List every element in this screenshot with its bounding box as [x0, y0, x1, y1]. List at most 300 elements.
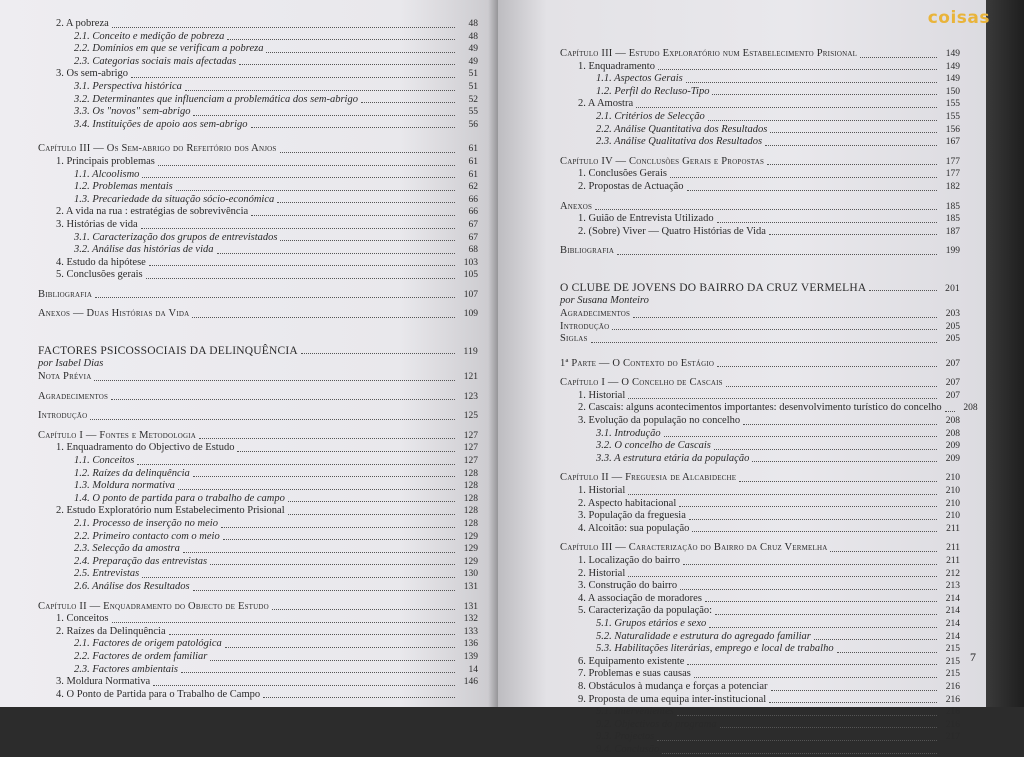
dot-leader [717, 222, 937, 223]
dot-leader [814, 639, 937, 640]
dot-leader [169, 634, 455, 635]
toc-entry-text: Capítulo III — Os Sem-abrigo do Refeitório dos Anjos [38, 143, 277, 155]
toc-page-number: 131 [463, 581, 478, 592]
dot-leader [658, 69, 937, 70]
toc-entry-text: O CLUBE DE JOVENS DO BAIRRO DA CRUZ VERMELHA [560, 281, 867, 294]
toc-section [560, 593, 960, 606]
dot-leader [945, 411, 955, 412]
toc-page-number: 201 [945, 283, 960, 294]
toc-entry-text: Bibliografia [38, 288, 93, 300]
toc-entry-text: Capítulo I — Fontes e Metodologia [38, 429, 197, 441]
toc-chapter [38, 308, 478, 321]
toc-entry-text: 2.2. Primeiro contacto com o meio [74, 530, 220, 542]
toc-entry-text: 2.1. Processo de inserção no meio [74, 518, 218, 529]
toc-entry-text: 2.2. Análise Quantitativa dos Resultados [596, 123, 768, 135]
toc-page-number: 55 [468, 107, 478, 118]
toc-page-number: 68 [468, 245, 478, 256]
toc-page-number: 207 [945, 358, 960, 369]
toc-entry-text: Capítulo III — Estudo Exploratório num Estabelecimento Prisional [560, 48, 858, 59]
background-edge [986, 0, 1024, 707]
toc-chapter [560, 377, 960, 390]
toc-section [560, 681, 960, 694]
toc-page-number: 217 [945, 732, 960, 743]
toc-section [38, 676, 478, 689]
dot-leader [692, 531, 937, 532]
toc-page-number: 156 [945, 124, 960, 135]
toc-chapter [38, 410, 478, 423]
dot-leader [237, 451, 455, 452]
toc-section [560, 580, 960, 593]
toc-page-number: 67 [468, 219, 478, 230]
toc-subsection [560, 124, 960, 137]
toc-page-number: 129 [463, 544, 478, 555]
toc-chapter [38, 430, 478, 443]
spacer [560, 258, 960, 280]
toc-chapter [560, 48, 960, 61]
toc-entry-text: 1.3. Moldura normativa [74, 480, 175, 492]
toc-subsection [38, 664, 478, 677]
toc-page-number: 52 [468, 94, 478, 105]
toc-page-number: 215 [945, 644, 960, 655]
dot-leader [239, 64, 455, 65]
toc-section [38, 269, 478, 282]
author-line: por Susana Monteiro [560, 294, 649, 306]
toc-page-number: 132 [463, 614, 478, 625]
dot-leader [288, 501, 455, 502]
dot-leader [176, 190, 455, 191]
dot-leader [752, 461, 937, 462]
toc-page-number: 211 [946, 543, 960, 554]
toc-page-number: 49 [468, 56, 478, 67]
toc-section [560, 523, 960, 536]
toc-entry-text: 1.1. Alcoolismo [74, 168, 140, 180]
toc-section [560, 694, 960, 707]
toc-subsection [38, 468, 478, 481]
toc-entry-text: 3.4. Instituições de apoio aos sem-abrigo [74, 118, 248, 130]
toc-chapter [560, 308, 960, 321]
toc-section [38, 156, 478, 169]
toc-chapter [560, 542, 960, 555]
toc-page-number: 216 [945, 681, 960, 692]
dot-leader [694, 677, 937, 678]
dot-leader [765, 145, 937, 146]
toc-page-number: 150 [945, 86, 960, 97]
dot-leader [664, 436, 937, 437]
toc-page-number: 128 [463, 468, 478, 479]
toc-subsection [38, 581, 478, 594]
spacer [38, 321, 478, 343]
toc-entry-text: Introdução [560, 320, 610, 332]
toc-entry-text: 5. Conclusões gerais [56, 269, 143, 281]
dot-leader [636, 107, 937, 108]
toc-subsection [38, 480, 478, 493]
toc-subsection [560, 618, 960, 631]
toc-page-number: 127 [463, 430, 478, 441]
dot-leader [178, 489, 455, 490]
toc-entry-text: 3.2. O concelho de Cascais [596, 440, 711, 452]
toc-subsection [38, 43, 478, 56]
toc-entry-text: Anexos [560, 200, 593, 212]
toc-entry-text: 2.2. Domínios em que se verificam a pobreza [74, 43, 264, 55]
dot-leader [193, 476, 455, 477]
dot-leader [679, 506, 937, 507]
toc-subsection [38, 81, 478, 94]
toc-page-number: 209 [945, 441, 960, 452]
dot-leader [715, 614, 937, 615]
dot-leader [131, 77, 455, 78]
toc-page-number: 213 [945, 581, 960, 592]
dot-leader [223, 539, 455, 540]
spacer [560, 149, 960, 156]
toc-entry-text: 4. A associação de moradores [578, 592, 702, 604]
toc-page-number: 155 [945, 111, 960, 122]
toc-subsection [38, 119, 478, 132]
toc-subsection [38, 106, 478, 119]
toc-entry-text: 2. Historial [578, 567, 626, 579]
toc-page-number: 199 [945, 246, 960, 257]
toc-section [38, 68, 478, 81]
toc-entry-text: Capítulo III — Caracterização do Bairro da Cruz Vermelha [560, 542, 828, 554]
toc-page-number: 66 [468, 194, 478, 205]
toc-page-number: 125 [463, 411, 478, 422]
toc-page-number: 61 [468, 144, 478, 155]
toc-entry-text: Capítulo II — Freguesia de Alcabideche [560, 472, 737, 484]
toc-chapter [38, 391, 478, 404]
toc-page-number: 103 [463, 257, 478, 268]
dot-leader [272, 609, 455, 610]
dot-leader [657, 740, 937, 741]
section-title [560, 280, 960, 294]
toc-entry-text: 1ª Parte — O Contexto do Estágio [560, 357, 715, 369]
dot-leader [111, 399, 455, 400]
toc-section [560, 498, 960, 511]
toc-section [560, 181, 960, 194]
toc-page-number: 127 [463, 443, 478, 454]
toc-subsection [38, 556, 478, 569]
toc-subsection [560, 111, 960, 124]
toc-page-number: 49 [468, 44, 478, 55]
toc-entry-text: 2.3. Análise Qualitativa dos Resultados [596, 136, 763, 148]
toc-entry-text: 9. Proposta de uma equipa inter-institucional [578, 693, 767, 705]
toc-entry-text: 3. Construção do bairro [578, 580, 678, 592]
dot-leader [830, 551, 937, 552]
dot-leader [687, 664, 937, 665]
toc-entry-text: 1. Enquadramento [578, 60, 655, 72]
toc-subsection [560, 428, 960, 441]
toc-page-number: 207 [945, 378, 960, 389]
toc-entry-text: 3.1. Caracterização dos grupos de entrevistados [74, 231, 278, 243]
toc-section [38, 613, 478, 626]
toc-subsection [560, 744, 960, 757]
toc-entry-text: Capítulo IV — Conclusões Gerais e Propostas [560, 155, 765, 167]
toc-section [560, 390, 960, 403]
dot-leader [714, 449, 937, 450]
toc-subsection [38, 232, 478, 245]
toc-page-number: 48 [468, 19, 478, 29]
spacer [38, 282, 478, 289]
toc-entry-text: Capítulo I — O Concelho de Cascais [560, 377, 723, 389]
toc-entry-text: Introdução [38, 410, 88, 422]
dot-leader [137, 464, 455, 465]
dot-leader [726, 386, 937, 387]
toc-entry-text: 3.1. Perspectiva histórica [74, 80, 182, 92]
toc-page-number: 51 [468, 81, 478, 92]
toc-section [560, 510, 960, 523]
dot-leader [192, 317, 455, 318]
toc-chapter [560, 333, 960, 346]
toc-page-number: 205 [945, 321, 960, 332]
dot-leader [767, 164, 937, 165]
toc-entry-text: 3. Evolução da população no concelho [578, 415, 741, 427]
toc-section [560, 226, 960, 239]
toc-entry-text: Anexos — Duas Histórias da Vida [38, 308, 190, 320]
toc-page-number: 123 [463, 391, 478, 402]
toc-page-number: 177 [945, 156, 960, 167]
toc-page-number: 136 [463, 639, 478, 650]
toc-section [38, 689, 478, 702]
toc-page-number: 212 [945, 568, 960, 579]
dot-leader [112, 622, 456, 623]
spacer [38, 403, 478, 410]
dot-leader [225, 647, 455, 648]
toc-entry-text: 1. Principais problemas [56, 155, 155, 167]
dot-leader [612, 329, 937, 330]
toc-subsection [38, 531, 478, 544]
toc-page-number: 127 [463, 456, 478, 467]
toc-page-number: 149 [945, 49, 960, 59]
toc-subsection [38, 493, 478, 506]
dot-leader [769, 702, 937, 703]
dot-leader [595, 209, 937, 210]
toc-entry-text: 2. Propostas de Actuação [578, 180, 684, 192]
toc-entry-text: 1.2. Raízes da delinquência [74, 467, 190, 479]
dot-leader [712, 94, 937, 95]
dot-leader [771, 690, 937, 691]
dot-leader [153, 685, 455, 686]
toc-page-number: 210 [945, 498, 960, 509]
toc-page-number: 62 [468, 182, 478, 193]
dot-leader [670, 177, 937, 178]
dot-leader [90, 419, 455, 420]
toc-section [38, 18, 478, 31]
toc-entry-text: 2. Aspecto habitacional [578, 497, 677, 509]
dot-leader [680, 589, 937, 590]
toc-chapter [560, 201, 960, 214]
dot-leader [142, 177, 455, 178]
toc-page-number: 109 [463, 309, 478, 320]
watermark-logo: coisas [927, 8, 990, 28]
toc-section [38, 257, 478, 270]
dot-leader [739, 481, 937, 482]
toc-entry-text: 2.5. Entrevistas [74, 568, 140, 580]
dot-leader [743, 424, 937, 425]
toc-entry-text: 1.2. Problemas mentais [74, 181, 173, 193]
dot-leader [277, 202, 455, 203]
toc-page-number: 48 [468, 31, 478, 42]
toc-entry-text: 3.1. Introdução [596, 427, 661, 439]
toc-page-number: 167 [945, 137, 960, 148]
toc-entry-text: 4. O Ponto de Partida para o Trabalho de Campo [56, 688, 261, 700]
dot-leader [837, 652, 937, 653]
dot-leader [705, 601, 937, 602]
toc-page-number: 61 [468, 156, 478, 167]
dot-leader [193, 590, 455, 591]
dot-leader [181, 672, 455, 673]
toc-entry-text: 8. Obstáculos à mudança e forças a potenciar [578, 680, 768, 692]
dot-leader [301, 353, 455, 354]
toc-page-number: 155 [945, 99, 960, 110]
dot-leader [860, 57, 937, 58]
toc-entry-text: 2. A pobreza [56, 18, 109, 29]
toc-section [560, 568, 960, 581]
toc-page-number: 128 [463, 519, 478, 529]
toc-page-number: 214 [945, 593, 960, 604]
toc-page-number: 133 [463, 626, 478, 637]
toc-subsection [560, 631, 960, 644]
toc-page-number: 185 [945, 201, 960, 212]
toc-subsection [560, 440, 960, 453]
toc-chapter [38, 143, 478, 156]
toc-entry-text: 3.3. A estrutura etária da população [596, 452, 750, 464]
toc-entry-text: 2. Cascais: alguns acontecimentos importantes: desenvolvimento turístico do concelho [578, 402, 942, 414]
toc-page-number: 209 [945, 453, 960, 464]
spacer [38, 423, 478, 430]
toc-subsection [38, 455, 478, 468]
toc-subsection [560, 73, 960, 86]
section-title [38, 343, 478, 357]
toc-subsection [560, 643, 960, 656]
toc-section [560, 668, 960, 681]
dot-leader [628, 576, 937, 577]
toc-entry-text: 3. População da freguesia [578, 510, 686, 522]
toc-chapter [38, 371, 478, 384]
left-page [0, 0, 500, 707]
toc-page-number: 105 [463, 270, 478, 281]
toc-section [38, 626, 478, 639]
toc-entry-text: 2. A vida na rua : estratégias de sobrevivência [56, 206, 249, 218]
spacer [560, 370, 960, 377]
toc-section [560, 485, 960, 498]
toc-chapter [560, 156, 960, 169]
dot-leader [717, 366, 937, 367]
spacer [560, 465, 960, 472]
toc-entry-text: 2.2. Factores de ordem familiar [74, 650, 208, 662]
toc-page-number: 208 [945, 428, 960, 439]
toc-section [560, 555, 960, 568]
toc-section [560, 98, 960, 111]
toc-chapter [560, 321, 960, 334]
toc-entry-text: 2.4. Preparação das entrevistas [74, 555, 208, 567]
toc-section [560, 605, 960, 618]
toc-entry-text: 2.1. Conceito e medição de pobreza [74, 30, 225, 42]
toc-entry-text: 2.3. Selecção da amostra [74, 543, 180, 555]
toc-subsection [560, 136, 960, 149]
toc-entry-text: 5.2. Naturalidade e estrutura do agregado familiar [596, 630, 811, 642]
dot-leader [193, 115, 455, 116]
toc-subsection [560, 453, 960, 466]
toc-page-number: 210 [945, 486, 960, 497]
toc-subsection [560, 719, 960, 732]
toc-page-number: 208 [963, 403, 978, 414]
dot-leader [142, 577, 455, 578]
toc-entry-text: 7. Problemas e suas causas [578, 668, 691, 680]
toc-entry-text: 1.3. Precariedade da situação sócio-económica [74, 193, 275, 205]
toc-subsection [38, 194, 478, 207]
toc-page-number: 214 [945, 606, 960, 617]
toc-entry-text: 1.4. O ponto de partida para o trabalho de campo [74, 492, 285, 504]
dot-leader [141, 228, 455, 229]
toc-section [560, 656, 960, 669]
toc-page-number: 56 [468, 119, 478, 130]
toc-page-number: 67 [468, 232, 478, 243]
toc-page-number: 129 [463, 556, 478, 567]
toc-entry-text: 1. Conclusões Gerais [578, 168, 667, 180]
toc-entry-text: 3.2. Determinantes que influenciam a problemática dos sem-abrigo [74, 93, 358, 105]
spacer [560, 238, 960, 245]
dot-leader [94, 380, 455, 381]
toc-entry-text: 9.4. Conclusão [596, 743, 660, 755]
toc-page-number: 205 [945, 334, 960, 345]
toc-entry-text: Nota Prévia [38, 371, 92, 383]
toc-entry-text: 1. Historial [578, 389, 626, 401]
toc-section [560, 415, 960, 428]
toc-page-number: 214 [945, 618, 960, 629]
toc-page-number: 216 [945, 694, 960, 705]
dot-leader [686, 82, 937, 83]
toc-page-number: 129 [463, 531, 478, 542]
toc-page-number: 149 [945, 74, 960, 85]
right-page [498, 0, 986, 755]
toc-page-number: 185 [945, 214, 960, 225]
toc-page-number: 203 [945, 308, 960, 319]
toc-section [560, 61, 960, 74]
toc-subsection [38, 181, 478, 194]
toc-entry-text: Agradecimentos [560, 307, 631, 319]
toc-page-number: 182 [945, 181, 960, 192]
dot-leader [263, 697, 455, 698]
toc-page-number: 128 [463, 506, 478, 517]
toc-chapter [38, 601, 478, 614]
toc-subsection [38, 568, 478, 581]
spacer [560, 194, 960, 201]
spacer [560, 535, 960, 542]
toc-page-number: 149 [945, 61, 960, 72]
toc-section [560, 168, 960, 181]
toc-entry-text: 2.3. Factores ambientais [74, 663, 179, 675]
dot-leader [146, 278, 455, 279]
toc-section [38, 442, 478, 455]
toc-subsection [38, 56, 478, 69]
toc-page-number: 121 [463, 372, 478, 383]
toc-entry-text: 1. Enquadramento do Objectivo de Estudo [56, 442, 235, 454]
dot-leader [708, 120, 937, 121]
dot-leader [617, 254, 937, 255]
toc-page-number: 66 [468, 207, 478, 218]
dot-leader [227, 39, 455, 40]
toc-subsection [560, 706, 960, 719]
dot-leader [662, 753, 937, 754]
toc-entry-text: 2. Estudo Exploratório num Estabelecimento Prisional [56, 505, 285, 517]
toc-entry-text: 6. Equipamento existente [578, 655, 685, 667]
toc-page-number: 214 [945, 631, 960, 642]
toc-subsection [38, 94, 478, 107]
toc-subsection [38, 543, 478, 556]
toc-page-number: 128 [463, 481, 478, 492]
dot-leader [591, 342, 937, 343]
toc-page-number: 61 [468, 169, 478, 180]
toc-entry-text: 2.3. Categorias sociais mais afectadas [74, 55, 237, 67]
toc-entry-text: Siglas [560, 333, 588, 345]
